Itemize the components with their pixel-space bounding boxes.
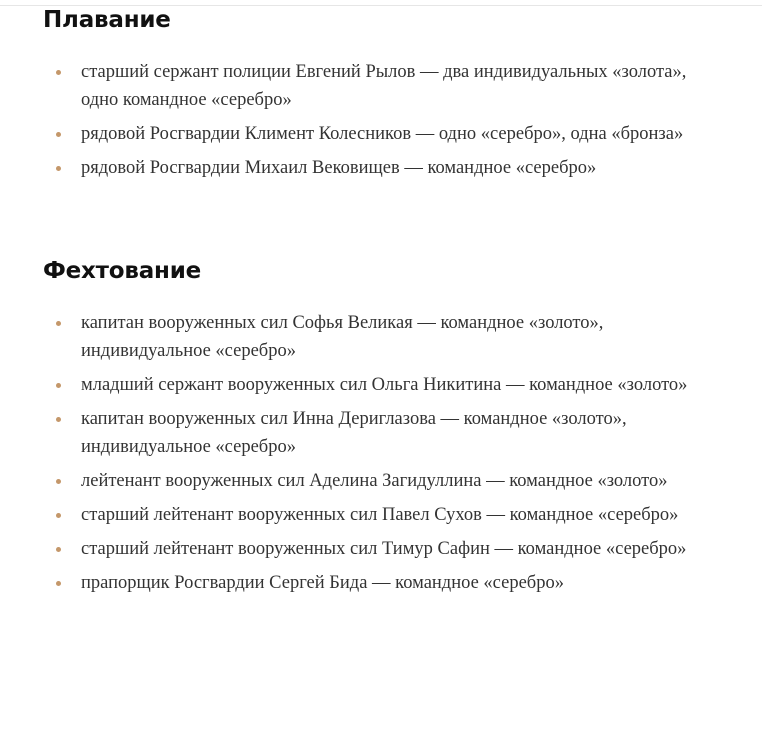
bullet-icon xyxy=(56,479,61,484)
list-item-text: капитан вооруженных сил Софья Великая — командное «золото», индивидуальное «серебро» xyxy=(81,313,604,361)
list-item-text: капитан вооруженных сил Инна Дериглазова — командное «золото», индивидуальное «серебро» xyxy=(81,409,627,457)
section-swimming xyxy=(43,4,743,188)
section-heading: Плавание xyxy=(43,7,171,33)
section-fencing xyxy=(43,255,743,603)
list-item-text: лейтенант вооруженных сил Аделина Загидуллина — командное «золото» xyxy=(81,471,668,491)
list-item xyxy=(43,569,691,597)
bullet-icon xyxy=(56,166,61,171)
list-item-text: старший лейтенант вооруженных сил Павел Сухов — командное «серебро» xyxy=(81,505,679,525)
list-item xyxy=(43,501,691,529)
list-item xyxy=(43,535,691,563)
bullet-icon xyxy=(56,581,61,586)
list-item xyxy=(43,467,691,495)
medalist-list xyxy=(43,58,743,182)
list-item-text: старший лейтенант вооруженных сил Тимур Сафин — командное «серебро» xyxy=(81,539,687,559)
list-item-text: рядовой Росгвардии Михаил Вековищев — командное «серебро» xyxy=(81,158,597,178)
list-item xyxy=(43,120,691,148)
bullet-icon xyxy=(56,547,61,552)
list-item xyxy=(43,58,691,114)
list-item xyxy=(43,154,691,182)
bullet-icon xyxy=(56,417,61,422)
bullet-icon xyxy=(56,383,61,388)
bullet-icon xyxy=(56,513,61,518)
list-item-text: прапорщик Росгвардии Сергей Бида — командное «серебро» xyxy=(81,573,564,593)
list-item xyxy=(43,371,691,399)
bullet-icon xyxy=(56,321,61,326)
list-item-text: старший сержант полиции Евгений Рылов — два индивидуальных «золота», одно командное «серебро» xyxy=(81,62,687,110)
section-heading: Фехтование xyxy=(43,258,202,284)
list-item-text: младший сержант вооруженных сил Ольга Никитина — командное «золото» xyxy=(81,375,688,395)
list-item-text: рядовой Росгвардии Климент Колесников — одно «серебро», одна «бронза» xyxy=(81,124,684,144)
bullet-icon xyxy=(56,70,61,75)
list-item xyxy=(43,309,691,365)
bullet-icon xyxy=(56,132,61,137)
medalist-list xyxy=(43,309,743,597)
list-item xyxy=(43,405,691,461)
